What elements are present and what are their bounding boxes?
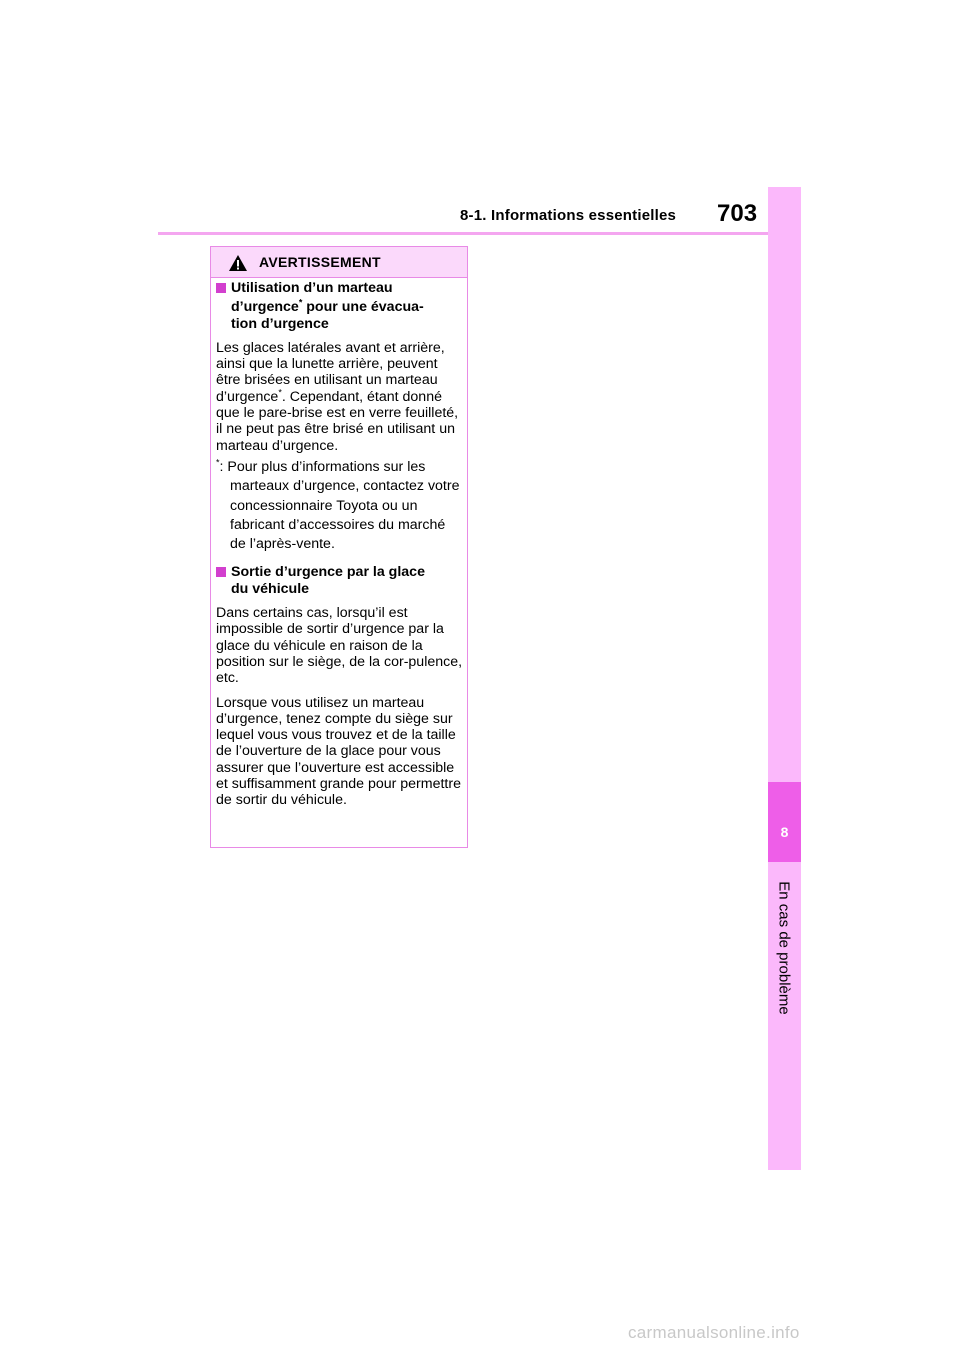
footnote-marker: *	[278, 387, 282, 398]
paragraph-text: Les glaces latérales avant et arrière, ainsi que la lunette arrière, peuvent être brisées en utilisant un marteau d’urgence	[216, 339, 445, 405]
chapter-label: En cas de problème	[775, 881, 793, 1015]
footnote	[216, 458, 464, 554]
chapter-side-tab	[768, 187, 801, 1170]
watermark: carmanualsonline.info	[628, 1323, 800, 1342]
heading-line: tion d’urgence	[231, 315, 329, 332]
heading-line: Utilisation d’un marteau	[231, 280, 393, 296]
warning-title: AVERTISSEMENT	[259, 254, 381, 270]
chapter-number: 8	[780, 824, 789, 840]
heading-line: du véhicule	[231, 580, 310, 597]
paragraph-text: . Cependant, étant donné que le pare-brise est en verre feuilleté, il ne peut pas être brisé en utilisant un marteau d’urgence.	[216, 388, 459, 454]
header-divider	[158, 232, 768, 235]
chapter-number-block	[768, 782, 801, 862]
warning-header	[211, 247, 467, 278]
heading-text: pour une évacua-	[302, 299, 424, 316]
section-title: 8-1. Informations essentielles	[460, 207, 677, 224]
heading-line	[231, 299, 464, 315]
square-bullet-icon	[216, 283, 226, 293]
footnote-marker: *	[298, 297, 303, 308]
warning-triangle-icon	[228, 254, 248, 272]
paragraph: Dans certains cas, lorsqu’il est impossible de sortir d’urgence par la glace du véhicule en raison de la position sur le siège, de la cor-pulence, etc.	[216, 605, 463, 687]
heading-text: d’urgence	[231, 299, 299, 316]
square-bullet-icon	[216, 567, 226, 577]
item-heading-hammer	[216, 280, 464, 332]
warning-box	[210, 246, 468, 848]
paragraph: Lorsque vous utilisez un marteau d’urgence, tenez compte du siège sur lequel vous vous trouvez et de la taille de l’ouverture de la glace pour vous assurer que l’ouverture est accessible et suffisamment grande pour permettre de sortir du véhicule.	[216, 694, 461, 809]
warning-body	[216, 280, 464, 809]
paragraph	[216, 340, 464, 454]
footnote-marker: *	[216, 457, 220, 468]
heading-line: Sortie d’urgence par la glace	[231, 564, 425, 581]
footnote-text: : Pour plus d’informations sur les marteaux d’urgence, contactez votre concessionnaire Toyota ou un fabricant d’accessoires du marché de l’après-vente.	[219, 458, 460, 553]
item-heading-exit	[216, 564, 464, 597]
page-number: 703	[717, 200, 758, 227]
